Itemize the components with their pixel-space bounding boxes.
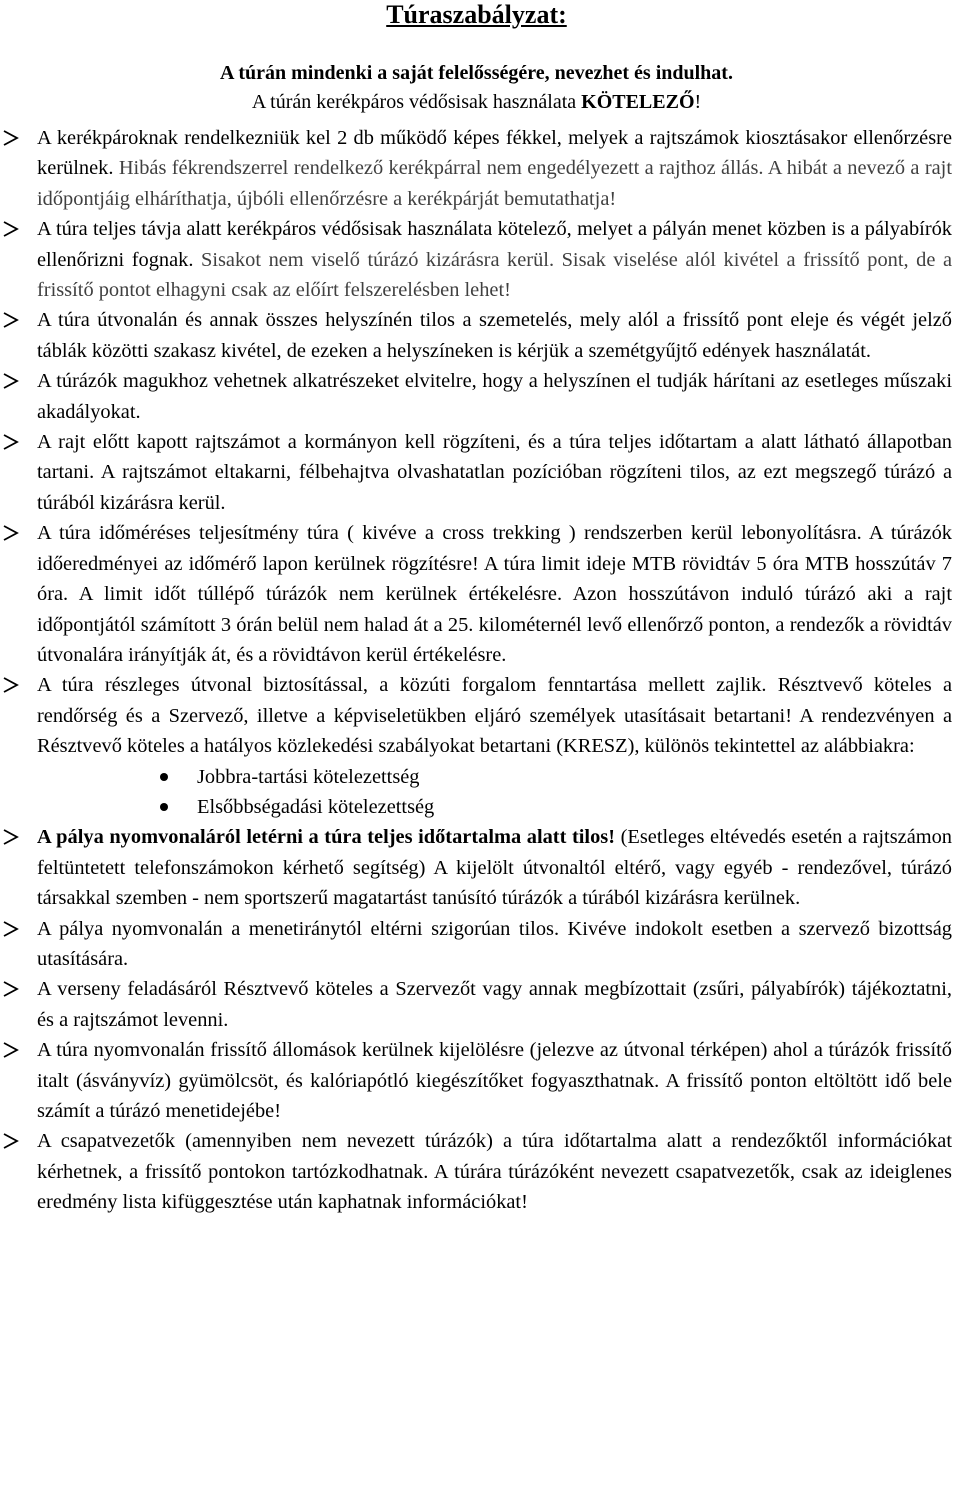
document-title: Túraszabályzat: [386, 0, 567, 29]
rule-text: A pálya nyomvonalán a menetiránytól eltérni szigorúan tilos. Kivéve indokolt esetben a szervező bizottság utasítására. [37, 917, 952, 970]
arrow-bullet-icon [1, 974, 21, 1004]
arrow-bullet-icon [1, 822, 21, 852]
rule-item [37, 366, 952, 427]
arrow-bullet-icon [1, 366, 21, 396]
rule-item [37, 305, 952, 366]
rule-item [37, 214, 952, 305]
rule-item [37, 974, 952, 1035]
intro-line-2 [19, 88, 934, 117]
round-bullet-icon [160, 803, 168, 811]
intro-line-2-end: ! [694, 91, 702, 113]
rule-item [37, 914, 952, 975]
rule-item [37, 822, 952, 913]
sub-item-text: Jobbra-tartási kötelezettség [197, 765, 420, 788]
rule-text: A túra részleges útvonal biztosítással, a közúti forgalom fenntartása mellett zajlik. Résztvevő köteles a rendőrség és a Szervező, illetve a képviseletükben eljáró személyek utasításait betartani! A rendezvényen a Résztvevő köteles a hatályos közlekedési szabályokat betartani (KRESZ), különös tekintettel az alábbiakra: [37, 674, 952, 758]
rule-item [37, 1035, 952, 1126]
arrow-bullet-icon [1, 1126, 21, 1156]
arrow-bullet-icon [1, 1035, 21, 1065]
intro-line-2-text: A túrán kerékpáros védősisak használata [251, 91, 582, 113]
rule-text: A túra útvonalán és annak összes helyszínén tilos a szemetelés, mely alól a frissítő pont eleje és végét jelző táblák közötti szakasz kivétel, de ezeken a helyszíneken is kérjük a szemétgyűjtő edények használatát. [37, 309, 952, 362]
rule-text: A rajt előtt kapott rajtszámot a kormányon kell rögzíteni, és a túra teljes időtartam a alatt látható állapotban tartani. A rajtszámot eltakarni, félbehajtva olvashatatlan pozícióban rögzíteni tilos, az ezt megszegő túrázó a túrából kizárásra kerül. [37, 431, 952, 514]
rule-text: A túrázók magukhoz vehetnek alkatrészeket elvitelre, hogy a helyszínen el tudják hárítani az esetleges műszaki akadályokat. [37, 370, 952, 423]
rule-text: A túra nyomvonalán frissítő állomások kerülnek kijelölésre (jelezve az útvonal térképen) ahol a túrázók frissítő italt (ásványvíz) gyümölcsöt, és kalóriapótló kiegészítőket fogyaszthatnak. A frissítő ponton eltöltött idő bele számít a túrázó menetidejébe! [37, 1039, 952, 1122]
rule-text: Sisakot nem viselő túrázó kizárásra kerül. [200, 248, 562, 271]
rule-text: A csapatvezetők (amennyiben nem nevezett túrázók) a túra időtartalma alatt a rendezőktől információkat kérhetnek, a frissítő pontokon tartózkodhatnak. A túrára túrázóként nevezett csapatvezetők, csak az ideiglenes eredmény lista kifüggesztése után kaphatnak információkat! [37, 1130, 952, 1214]
intro-line-2-emphasis: KÖTELEZŐ [581, 91, 695, 113]
sub-list [37, 762, 952, 823]
rule-text: Sisak viselése alól kivétel a frissítő pont, de a frissítő pontot elhagyni csak az előírt felszerelésben lehet! [37, 248, 952, 302]
sub-list-item [197, 792, 952, 822]
arrow-bullet-icon [1, 305, 21, 335]
rule-text: Hibás fékrendszerrel rendelkező kerékpárral nem engedélyezett a rajthoz állás. [118, 157, 768, 180]
rule-text: A túra időméréses teljesítmény túra ( kivéve a cross trekking ) rendszerben kerül lebonyolításra. A túrázók időeredményei az időmérő lapon kerülnek rögzítésre! A túra limit ideje MTB rövidtáv 5 óra MTB hosszútáv 7 óra. A limit időt túllépő túrázók nem kerülnek értékelésre. Azon hosszútávon induló túrázó aki a rajt időpontjától számított 3 órán belül nem halad át a 25. kilométernél levő ellenőrző ponton, a rendezők a rövidtáv útvonalára irányítják át, és a rövidtávon kerül értékelésre. [37, 522, 952, 666]
rule-item [37, 518, 952, 670]
rule-text: A kerékpároknak rendelkezniük kel 2 db működő képes fékkel, melyek a rajtszámok kiosztásakor ellenőrzésre kerülnek. [37, 127, 952, 180]
sub-list-item [197, 762, 952, 792]
rules-list [37, 123, 952, 1218]
rule-item [37, 1126, 952, 1217]
arrow-bullet-icon [1, 123, 21, 153]
rule-bold-text: A pálya nyomvonaláról letérni a túra teljes időtartalma alatt tilos! [37, 826, 616, 849]
rule-item [37, 670, 952, 822]
arrow-bullet-icon [1, 214, 21, 244]
rule-text: A verseny feladásáról Résztvevő köteles a Szervezőt vagy annak megbízottait (zsűri, pályabírók) tájékoztatni, és a rajtszámot levenni. [37, 978, 952, 1031]
sub-item-text: Elsőbbségadási kötelezettség [197, 795, 435, 818]
arrow-bullet-icon [1, 670, 21, 700]
rule-text: (Esetleges eltévedés esetén a rajtszámon feltüntetett telefonszámokon kérhető segítség) A kijelölt útvonaltól eltérő, vagy egyéb - rendezővel, túrázó társakkal szemben - nem sportszerű magatartást tanúsító túrázók a túrából kizárásra kerülnek. [37, 826, 953, 910]
arrow-bullet-icon [1, 427, 21, 457]
intro-line-1: A túrán mindenki a saját felelősségére, nevezhet és indulhat. [220, 62, 733, 84]
arrow-bullet-icon [1, 518, 21, 548]
arrow-bullet-icon [1, 914, 21, 944]
round-bullet-icon [160, 773, 168, 781]
rule-item [37, 427, 952, 518]
rule-text: A túra teljes távja alatt kerékpáros védősisak használata kötelező, melyet a pályán menet közben is a pályabírók ellenőrizni fognak. [37, 218, 952, 271]
rule-text: A hibát a nevező a rajt időpontjáig elháríthatja, újbóli ellenőrzésre a kerékpárját bemutathatja! [37, 157, 952, 210]
intro-block [19, 59, 934, 117]
rule-item [37, 123, 952, 214]
